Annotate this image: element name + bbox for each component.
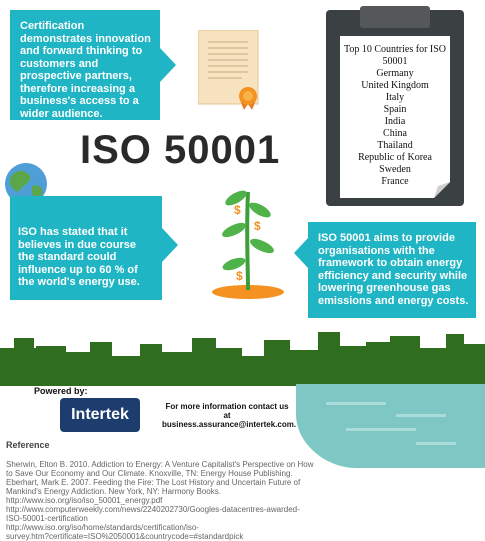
country-item: Spain — [383, 104, 407, 115]
contact-info — [162, 402, 297, 429]
callout-pointer-icon — [294, 238, 308, 268]
powered-by-label: Powered by: — [34, 386, 88, 396]
country-item: France — [381, 176, 409, 187]
top-countries-heading: Top 10 Countries for ISO 50001 — [343, 44, 447, 67]
reference-link[interactable]: survey.htm?certificate=ISO%2050001&countrycode=#standardpick — [6, 532, 244, 541]
country-item: India — [384, 116, 406, 127]
svg-text:$: $ — [236, 269, 243, 283]
contact-email[interactable]: business.assurance@intertek.com. — [162, 420, 297, 429]
certification-callout-text: Certification demonstrates innovation and forward thinking to customers and prospective partners, therefore increasing a business's access to a wider audience. — [10, 10, 160, 120]
reference-link[interactable]: http://www.iso.org/iso/iso_50001_energy.pdf — [6, 496, 163, 505]
reference-link[interactable]: ISO-50001-certification — [6, 514, 88, 523]
aims-callout-text: ISO 50001 aims to provide organisations with the framework to obtain energy efficiency and security while lowering greenhouse gas emissions and energy costs. — [308, 222, 476, 318]
reference-heading: Reference — [6, 440, 50, 450]
energy-use-callout — [10, 196, 162, 300]
country-item: Republic of Korea — [358, 152, 432, 163]
page-title: ISO 50001 — [80, 128, 281, 172]
reference-line: Mankind's Energy Addiction. New York, NY: Harmony Books. — [6, 487, 221, 496]
contact-line: For more information contact us at — [165, 402, 289, 420]
top-countries-list — [340, 44, 450, 188]
reference-line: to Save Our Economy and Our Climate. Knoxville, TN: Energy House Publishing. — [6, 469, 293, 478]
reference-link[interactable]: http://www.iso.org/iso/home/standards/certification/iso- — [6, 523, 199, 532]
logo-text: Intertek — [71, 406, 129, 423]
callout-pointer-icon — [160, 48, 176, 82]
certificate-icon — [198, 30, 268, 110]
reference-line: Sherwin, Elton B. 2010. Addiction to Energy: A Venture Capitalist's Perspective on How — [6, 460, 314, 469]
money-plant-icon — [208, 184, 288, 300]
clipboard-clip — [360, 6, 430, 28]
country-item: China — [383, 128, 407, 139]
clipboard — [326, 10, 464, 206]
country-item: Germany — [376, 68, 414, 79]
city-skyline-icon — [0, 326, 485, 386]
callout-pointer-icon — [162, 228, 178, 262]
energy-use-callout-text: ISO has stated that it believes in due course the standard could influence up to 60 % of the world's energy use. — [10, 196, 162, 300]
country-item: Thailand — [377, 140, 413, 151]
country-item: Sweden — [379, 164, 411, 175]
svg-text:$: $ — [254, 219, 261, 233]
reference-line: Eberhart, Mark E. 2007. Feeding the Fire: The Lost History and Uncertain Future of — [6, 478, 301, 487]
country-item: United Kingdom — [361, 80, 429, 91]
certification-callout — [10, 10, 160, 120]
water-icon — [296, 384, 485, 468]
country-item: Italy — [385, 92, 405, 103]
aims-callout — [308, 222, 476, 318]
reference-link[interactable]: http://www.computerweekly.com/news/2240202730/Googles-datacentres-awarded- — [6, 505, 300, 514]
intertek-logo — [60, 398, 140, 432]
reference-list — [6, 460, 313, 541]
svg-text:$: $ — [234, 203, 241, 217]
